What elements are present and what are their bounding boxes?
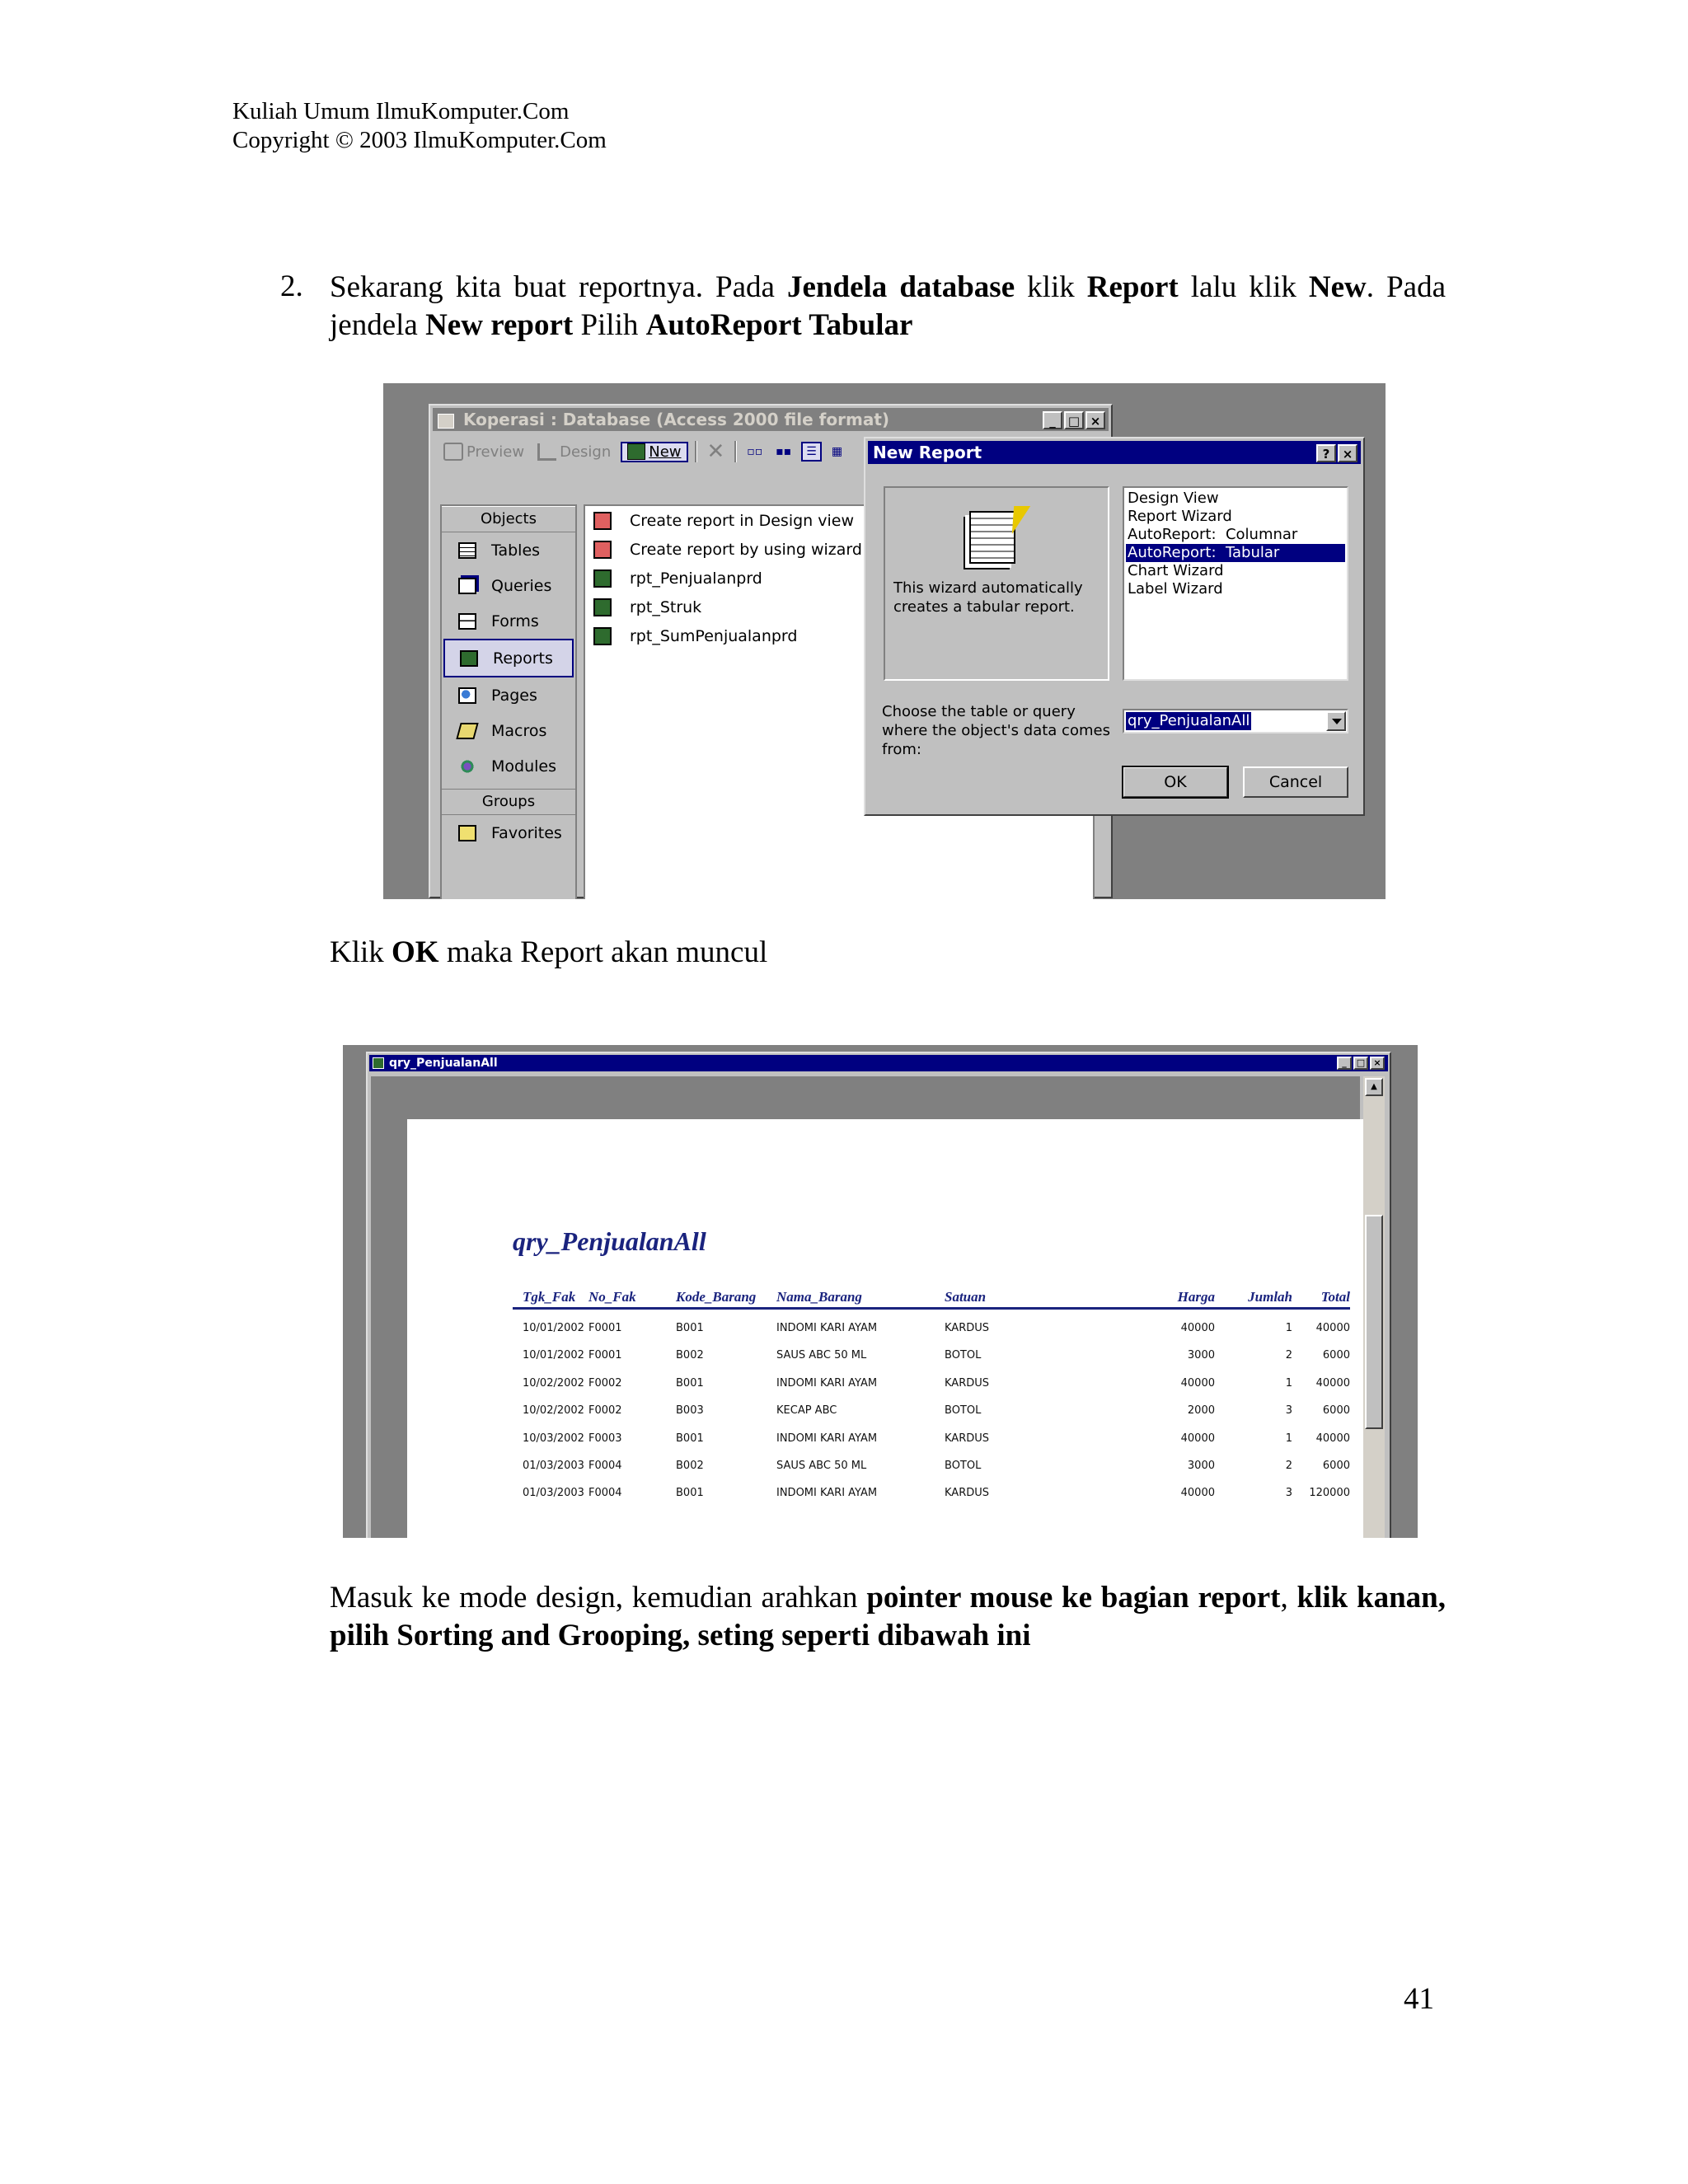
ok-instruction [330, 934, 767, 972]
table-cell: F0004 [588, 1487, 622, 1500]
object-label: Pages [491, 686, 537, 705]
report-icon [593, 598, 612, 616]
table-cell: B001 [676, 1376, 704, 1390]
group-label: Favorites [491, 823, 562, 842]
table-cell: 6000 [1322, 1460, 1350, 1472]
new-icon [627, 443, 645, 460]
table-cell: BOTOL [945, 1460, 982, 1472]
table-cell: F0003 [588, 1432, 622, 1445]
new-report-titlebar[interactable] [868, 441, 1361, 464]
table-cell: 6000 [1322, 1349, 1350, 1362]
step-bold-1: Jendela database [787, 270, 1015, 304]
step-number: 2. [280, 269, 303, 303]
small-icons-button[interactable]: ▪▪ [776, 445, 792, 458]
report-window [366, 1052, 1391, 1538]
report-title: qry_PenjualanAll [513, 1226, 706, 1256]
object-macros[interactable] [442, 713, 575, 748]
toolbar-separator [695, 441, 697, 462]
object-label: Macros [491, 721, 547, 740]
table-cell: 10/03/2002 [523, 1432, 584, 1445]
list-item-label: Create report by using wizard [630, 540, 862, 559]
object-pages[interactable] [442, 677, 575, 713]
ok-button[interactable]: OK [1123, 766, 1228, 798]
table-cell: INDOMI KARI AYAM [776, 1322, 878, 1334]
table-cell: KECAP ABC [776, 1404, 837, 1418]
table-cell: 3 [1285, 1487, 1292, 1500]
report-type-list[interactable] [1123, 486, 1348, 681]
object-queries[interactable] [442, 568, 575, 603]
object-label: Reports [493, 649, 553, 668]
wizard-report-icon [593, 512, 612, 530]
table-cell: 1 [1285, 1322, 1292, 1334]
step-2-text [330, 269, 1446, 344]
table-cell: B003 [676, 1404, 704, 1418]
header-rule [513, 1307, 1350, 1310]
source-combo[interactable] [1123, 709, 1348, 733]
new-report-title: New Report [873, 443, 982, 462]
design-bold-1: pointer mouse ke bagian report [866, 1581, 1281, 1615]
preview-label: Preview [467, 443, 525, 461]
column-header: Jumlah [1248, 1289, 1292, 1305]
step-bold-5: AutoReport Tabular [645, 308, 913, 342]
step-text-2: klik [1015, 270, 1087, 304]
table-cell: 3000 [1187, 1460, 1215, 1472]
object-label: Forms [491, 612, 539, 630]
header-line-2: Copyright © 2003 IlmuKomputer.Com [232, 127, 607, 153]
list-item-label: Create report in Design view [630, 511, 854, 530]
groups-header[interactable]: Groups [442, 789, 575, 815]
object-label: Modules [491, 757, 556, 776]
report-window-icon [373, 1057, 384, 1069]
table-cell: F0001 [588, 1322, 622, 1334]
table-cell: B001 [676, 1487, 704, 1500]
table-cell: 2 [1285, 1349, 1292, 1362]
screenshot-report-preview [343, 1045, 1418, 1538]
table-cell: KARDUS [945, 1487, 989, 1500]
vertical-scrollbar[interactable] [1363, 1076, 1385, 1538]
delete-button[interactable]: ✕ [706, 439, 725, 464]
large-icons-button[interactable]: ▫▫ [747, 445, 763, 458]
toolbar-separator [734, 441, 737, 462]
option-label-wizard[interactable]: Label Wizard [1128, 580, 1223, 598]
column-header: Total [1320, 1289, 1350, 1305]
preview-button[interactable] [440, 441, 528, 462]
new-report-dialog [864, 437, 1365, 816]
table-cell: 10/02/2002 [523, 1404, 584, 1418]
design-text-1: Masuk ke mode design, kemudian arahkan [330, 1581, 867, 1615]
table-cell: 01/03/2003 [523, 1460, 584, 1472]
table-cell: KARDUS [945, 1376, 989, 1390]
object-label: Tables [491, 541, 541, 560]
option-autoreport-tabular[interactable]: AutoReport: Tabular [1126, 544, 1345, 562]
column-header: Nama_Barang [776, 1289, 862, 1305]
column-header: Harga [1177, 1289, 1215, 1305]
header-line-1: Kuliah Umum IlmuKomputer.Com [232, 98, 570, 124]
table-cell: 10/01/2002 [523, 1322, 584, 1334]
cancel-button[interactable]: Cancel [1243, 766, 1348, 798]
column-header: No_Fak [588, 1289, 636, 1305]
table-cell: SAUS ABC 50 ML [776, 1460, 867, 1472]
table-cell: 10/02/2002 [523, 1376, 584, 1390]
table-cell: 1 [1285, 1432, 1292, 1445]
design-bold-2: klik kanan, pilih Sorting and Grooping, seting seperti dibawah ini [330, 1581, 1446, 1652]
maximize-icon[interactable]: □ [1064, 411, 1084, 429]
step-text-3: lalu klik [1178, 270, 1309, 304]
help-icon[interactable]: ? [1316, 444, 1336, 462]
design-text-2: , [1280, 1581, 1297, 1615]
option-autoreport-columnar[interactable]: AutoReport: Columnar [1128, 526, 1298, 543]
database-toolbar [440, 438, 846, 465]
list-item-label: rpt_Penjualanprd [630, 569, 762, 588]
report-icon [460, 650, 478, 667]
report-preview-area [371, 1076, 1360, 1538]
step-text-1: Sekarang kita buat reportnya. Pada [330, 270, 787, 304]
page-number: 41 [1404, 1982, 1434, 2016]
column-header: Tgk_Fak [523, 1289, 576, 1305]
table-cell: B001 [676, 1432, 704, 1445]
table-cell: F0002 [588, 1376, 622, 1390]
list-item-label: rpt_SumPenjualanprd [630, 626, 798, 645]
table-cell: B001 [676, 1322, 704, 1334]
database-icon [438, 414, 454, 429]
screenshot-access-new-report [383, 383, 1386, 899]
table-cell: 40000 [1315, 1376, 1350, 1390]
step-text-4: . Pada jendela [330, 270, 1446, 342]
table-cell: 120000 [1309, 1487, 1350, 1500]
objects-bar [440, 504, 577, 899]
dialog-controls [1316, 444, 1357, 462]
table-cell: SAUS ABC 50 ML [776, 1349, 867, 1362]
table-cell: 40000 [1315, 1322, 1350, 1334]
query-icon [458, 578, 476, 594]
chevron-down-icon [1332, 719, 1342, 724]
database-window-titlebar[interactable] [433, 408, 1109, 431]
design-instruction [330, 1579, 1446, 1655]
table-cell: INDOMI KARI AYAM [776, 1487, 878, 1500]
column-header: Satuan [945, 1289, 987, 1305]
table-cell: 3 [1285, 1404, 1292, 1418]
report-icon [593, 627, 612, 645]
table-cell: INDOMI KARI AYAM [776, 1432, 878, 1445]
table-cell: 10/01/2002 [523, 1349, 584, 1362]
macro-icon [456, 723, 478, 739]
close-icon[interactable]: × [1085, 411, 1105, 429]
table-cell: 01/03/2003 [523, 1487, 584, 1500]
list-item-label: rpt_Struk [630, 598, 702, 616]
object-modules[interactable] [442, 748, 575, 784]
table-cell: 2 [1285, 1460, 1292, 1472]
minimize-icon[interactable]: _ [1337, 1057, 1352, 1070]
table-cell: F0004 [588, 1460, 622, 1472]
step-bold-4: New report [425, 308, 574, 342]
table-cell: 40000 [1180, 1322, 1215, 1334]
ok-text-2: maka Report akan muncul [438, 935, 768, 969]
object-forms[interactable] [442, 603, 575, 639]
table-cell: B002 [676, 1349, 704, 1362]
page-header [232, 97, 607, 155]
minimize-icon[interactable]: _ [1043, 411, 1062, 429]
scroll-up-button[interactable]: ▲ [1365, 1078, 1383, 1096]
preview-icon [443, 443, 463, 461]
favorites-folder-icon [458, 825, 476, 841]
option-design-view[interactable]: Design View [1128, 490, 1219, 507]
module-icon [458, 758, 476, 775]
object-reports[interactable] [443, 639, 574, 677]
source-combo-value: qry_PenjualanAll [1128, 712, 1250, 729]
objects-header[interactable]: Objects [442, 506, 575, 532]
table-cell: BOTOL [945, 1349, 982, 1362]
table-cell: 3000 [1187, 1349, 1215, 1362]
window-controls [1043, 411, 1105, 429]
table-cell: 40000 [1180, 1487, 1215, 1500]
scroll-thumb[interactable] [1365, 1215, 1383, 1429]
report-window-title: qry_PenjualanAll [389, 1057, 498, 1070]
window-controls [1337, 1057, 1385, 1070]
group-favorites[interactable] [442, 815, 575, 851]
list-view-button[interactable]: ☰ [801, 442, 822, 462]
object-label: Queries [491, 576, 552, 595]
table-icon [458, 542, 476, 559]
table-cell: INDOMI KARI AYAM [776, 1376, 878, 1390]
close-icon[interactable]: × [1370, 1057, 1385, 1070]
table-cell: 6000 [1322, 1404, 1350, 1418]
choose-source-label: Choose the table or query where the object's data comes from: [882, 703, 1110, 758]
design-button[interactable] [534, 442, 614, 462]
step-text-5: Pilih [573, 308, 646, 342]
table-cell: 40000 [1315, 1432, 1350, 1445]
maximize-icon[interactable]: □ [1353, 1057, 1368, 1070]
option-chart-wizard[interactable]: Chart Wizard [1128, 562, 1224, 579]
wizard-report-icon [593, 541, 612, 559]
table-cell: 40000 [1180, 1376, 1215, 1390]
table-cell: BOTOL [945, 1404, 982, 1418]
table-cell: KARDUS [945, 1322, 989, 1334]
object-tables[interactable] [442, 532, 575, 568]
design-label: Design [560, 443, 612, 461]
wizard-preview-panel [884, 486, 1109, 681]
table-cell: 2000 [1187, 1404, 1215, 1418]
details-view-button[interactable]: ▦ [831, 445, 843, 458]
page-icon [458, 687, 476, 704]
new-button[interactable] [621, 442, 687, 462]
ok-bold: OK [392, 935, 439, 969]
table-cell: 1 [1285, 1376, 1292, 1390]
step-bold-3: New [1308, 270, 1367, 304]
report-window-titlebar[interactable] [369, 1055, 1388, 1071]
close-icon[interactable]: × [1338, 444, 1357, 462]
wizard-description: This wizard automatically creates a tabular report. [893, 579, 1083, 616]
column-header: Kode_Barang [676, 1289, 757, 1305]
option-report-wizard[interactable]: Report Wizard [1128, 508, 1232, 525]
table-cell: B002 [676, 1460, 704, 1472]
form-icon [458, 613, 476, 630]
design-icon [537, 443, 556, 461]
ok-text-1: Klik [330, 935, 392, 969]
dropdown-button[interactable] [1326, 711, 1346, 731]
database-window-title: Koperasi : Database (Access 2000 file format) [462, 410, 890, 429]
table-cell: KARDUS [945, 1432, 989, 1445]
report-icon [593, 569, 612, 588]
new-label: New [649, 443, 682, 461]
table-cell: 40000 [1180, 1432, 1215, 1445]
report-page [407, 1119, 1363, 1538]
table-cell: F0002 [588, 1404, 622, 1418]
step-bold-2: Report [1086, 270, 1179, 304]
table-cell: F0001 [588, 1349, 622, 1362]
